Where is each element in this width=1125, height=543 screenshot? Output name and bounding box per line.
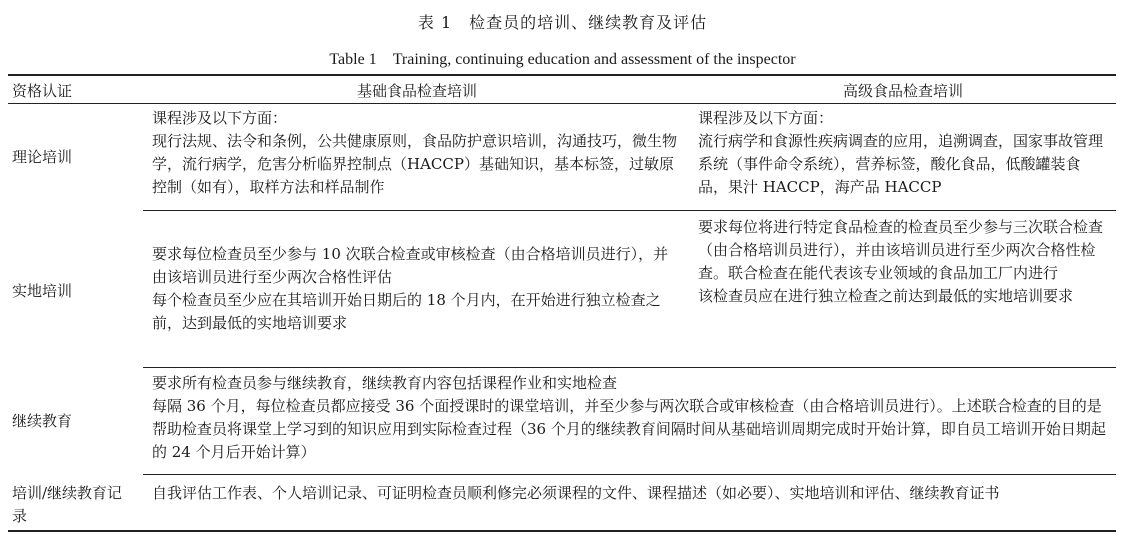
table-caption-en: Table 1 Training, continuing education and assessment of the inspector <box>329 51 796 68</box>
cell-records-merged <box>152 482 1107 505</box>
row-label-field: 实地培训 <box>12 282 73 300</box>
cell-field-basic-line: 每个检查员至少应在其培训开始日期后的 18 个月内，在开始进行独立检查之前，达到最低的实地培训要求 <box>152 291 661 332</box>
header-qualification: 资格认证 <box>12 82 73 100</box>
table-bottom-rule <box>8 530 1116 532</box>
cell-field-advanced-line: 该检查员应在进行独立检查之前达到最低的实地培训要求 <box>698 287 1074 305</box>
cell-continuing-merged <box>152 372 1107 464</box>
row-divider-field <box>143 367 1116 368</box>
cell-theory-advanced <box>698 107 1106 199</box>
cell-field-basic-line: 要求每位检查员至少参与 10 次联合检查或审核检查（由合格培训员进行），并由该培训员进行至少两次合格性评估 <box>152 245 669 286</box>
row-label-theory: 理论培训 <box>12 148 73 166</box>
cell-continuing-line: 要求所有检查员参与继续教育，继续教育内容包括课程作业和实地检查 <box>152 374 618 392</box>
row-divider-theory <box>143 210 1116 211</box>
cell-theory-advanced-line: 流行病学和食源性疾病调查的应用，追溯调查，国家事故管理系统（事件命令系统），营养标签，酸化食品，低酸罐装食品，果汁 HACCP，海产品 HACCP <box>698 132 1104 196</box>
table-top-rule <box>8 74 1116 76</box>
cell-field-advanced <box>698 216 1106 308</box>
cell-field-basic <box>152 243 682 335</box>
row-label-continuing: 继续教育 <box>12 412 73 430</box>
cell-theory-advanced-line: 课程涉及以下方面： <box>698 109 834 127</box>
header-advanced-training: 高级食品检查培训 <box>842 82 963 100</box>
header-bottom-rule <box>8 103 1116 104</box>
row-label-records: 培训/继续教育记录 <box>12 484 123 525</box>
cell-theory-basic <box>152 107 682 199</box>
cell-field-advanced-line: 要求每位将进行特定食品检查的检查员至少参与三次联合检查（由合格培训员进行），并由该培训员进行至少两次合格性检查。联合检查在能代表该专业领域的食品加工厂内进行 <box>698 218 1104 282</box>
row-divider-continuing <box>143 474 1116 475</box>
cell-theory-basic-line: 课程涉及以下方面： <box>152 109 288 127</box>
cell-theory-basic-line: 现行法规、法令和条例，公共健康原则，食品防护意识培训，沟通技巧，微生物学，流行病学，危害分析临界控制点（HACCP）基础知识，基本标签，过敏原控制（如有），取样方法和样品制作 <box>152 132 678 196</box>
table-caption-cn: 表 1 检查员的培训、继续教育及评估 <box>417 13 708 32</box>
header-basic-training: 基础食品检查培训 <box>356 82 477 100</box>
cell-records-line: 自我评估工作表、个人培训记录、可证明检查员顺利修完必须课程的文件、课程描述（如必要）、实地培训和评估、继续教育证书 <box>152 484 1000 502</box>
cell-continuing-line: 每隔 36 个月，每位检查员都应接受 36 个面授课时的课堂培训，并至少参与两次联合或审核检查（由合格培训员进行）。上述联合检查的目的是帮助检查员将课堂上学习到的知识应用到实际检查过程（36 个月的继续教育间隔时间从基础培训周期完成时开始计算，即自员工培训开始日期起的 24 个月后开始计算） <box>152 397 1106 461</box>
